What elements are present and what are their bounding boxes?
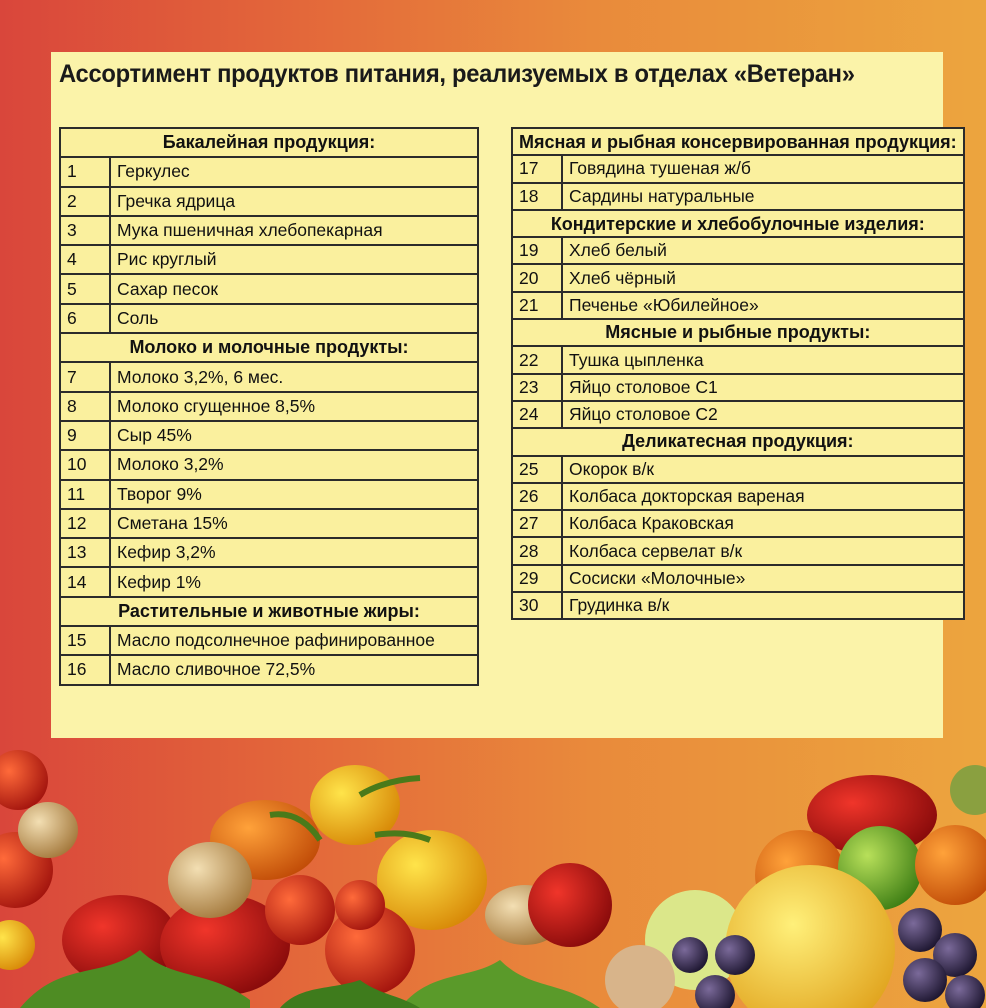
item-name: Окорок в/к [562,456,964,483]
item-name: Печенье «Юбилейное» [562,292,964,319]
item-name: Колбаса сервелат в/к [562,537,964,564]
table-row [512,374,964,401]
table-row [60,157,478,186]
table-row [60,480,478,509]
table-row [512,401,964,428]
item-name: Яйцо столовое С1 [562,374,964,401]
item-name: Сыр 45% [110,421,478,450]
item-number: 24 [512,401,562,428]
item-number: 19 [512,237,562,264]
table-row [512,292,964,319]
item-name: Сардины натуральные [562,183,964,210]
item-number: 3 [60,216,110,245]
item-number: 7 [60,362,110,391]
section-header: Мясная и рыбная консервированная продукция: [512,128,964,155]
item-name: Сахар песок [110,274,478,303]
table-row [512,592,964,619]
table-row [60,421,478,450]
item-number: 9 [60,421,110,450]
table-row [512,264,964,291]
item-number: 5 [60,274,110,303]
table-row [60,216,478,245]
table-row [512,155,964,182]
section-header: Растительные и животные жиры: [60,597,478,626]
table-row [60,626,478,655]
item-number: 1 [60,157,110,186]
table-row [60,304,478,333]
item-number: 16 [60,655,110,684]
section-header: Молоко и молочные продукты: [60,333,478,362]
section-header: Кондитерские и хлебобулочные изделия: [512,210,964,237]
table-row [60,187,478,216]
item-name: Колбаса докторская вареная [562,483,964,510]
item-name: Гречка ядрица [110,187,478,216]
table-row [512,483,964,510]
section-header: Мясные и рыбные продукты: [512,319,964,346]
item-name: Грудинка в/к [562,592,964,619]
item-number: 15 [60,626,110,655]
table-row [512,456,964,483]
item-number: 20 [512,264,562,291]
section-header-row [512,319,964,346]
item-name: Колбаса Краковская [562,510,964,537]
item-number: 2 [60,187,110,216]
section-header-row [512,210,964,237]
section-header-row [512,128,964,155]
item-number: 8 [60,392,110,421]
item-number: 29 [512,565,562,592]
item-name: Масло сливочное 72,5% [110,655,478,684]
vegetables-fruits-image [0,740,986,1008]
item-name: Рис круглый [110,245,478,274]
item-name: Молоко сгущенное 8,5% [110,392,478,421]
table-row [60,655,478,684]
item-number: 22 [512,346,562,373]
table-row [512,346,964,373]
item-number: 25 [512,456,562,483]
item-name: Хлеб белый [562,237,964,264]
table-row [60,567,478,596]
section-header-row [60,597,478,626]
table-row [512,537,964,564]
item-number: 6 [60,304,110,333]
table-row [512,183,964,210]
table-row [60,392,478,421]
item-number: 17 [512,155,562,182]
item-name: Масло подсолнечное рафинированное [110,626,478,655]
item-number: 30 [512,592,562,619]
section-header: Деликатесная продукция: [512,428,964,455]
products-table-left [59,127,479,686]
products-table-right [511,127,965,620]
item-number: 14 [60,567,110,596]
table-row [60,509,478,538]
item-number: 28 [512,537,562,564]
item-name: Кефир 1% [110,567,478,596]
item-number: 27 [512,510,562,537]
section-header: Бакалейная продукция: [60,128,478,157]
page-title: Ассортимент продуктов питания, реализуемых в отделах «Ветеран» [59,60,855,88]
item-number: 13 [60,538,110,567]
item-name: Сосиски «Молочные» [562,565,964,592]
item-name: Кефир 3,2% [110,538,478,567]
item-number: 26 [512,483,562,510]
item-name: Молоко 3,2% [110,450,478,479]
item-number: 18 [512,183,562,210]
item-number: 4 [60,245,110,274]
item-number: 21 [512,292,562,319]
table-row [60,245,478,274]
item-number: 10 [60,450,110,479]
table-row [512,510,964,537]
section-header-row [60,333,478,362]
item-name: Яйцо столовое С2 [562,401,964,428]
table-row [60,450,478,479]
item-number: 11 [60,480,110,509]
table-row [60,274,478,303]
item-number: 23 [512,374,562,401]
item-name: Сметана 15% [110,509,478,538]
table-row [512,237,964,264]
item-name: Молоко 3,2%, 6 мес. [110,362,478,391]
section-header-row [60,128,478,157]
section-header-row [512,428,964,455]
item-name: Хлеб чёрный [562,264,964,291]
item-name: Соль [110,304,478,333]
item-number: 12 [60,509,110,538]
table-row [512,565,964,592]
item-name: Мука пшеничная хлебопекарная [110,216,478,245]
item-name: Говядина тушеная ж/б [562,155,964,182]
table-row [60,362,478,391]
table-row [60,538,478,567]
item-name: Тушка цыпленка [562,346,964,373]
assortment-panel [51,52,957,738]
item-name: Геркулес [110,157,478,186]
item-name: Творог 9% [110,480,478,509]
